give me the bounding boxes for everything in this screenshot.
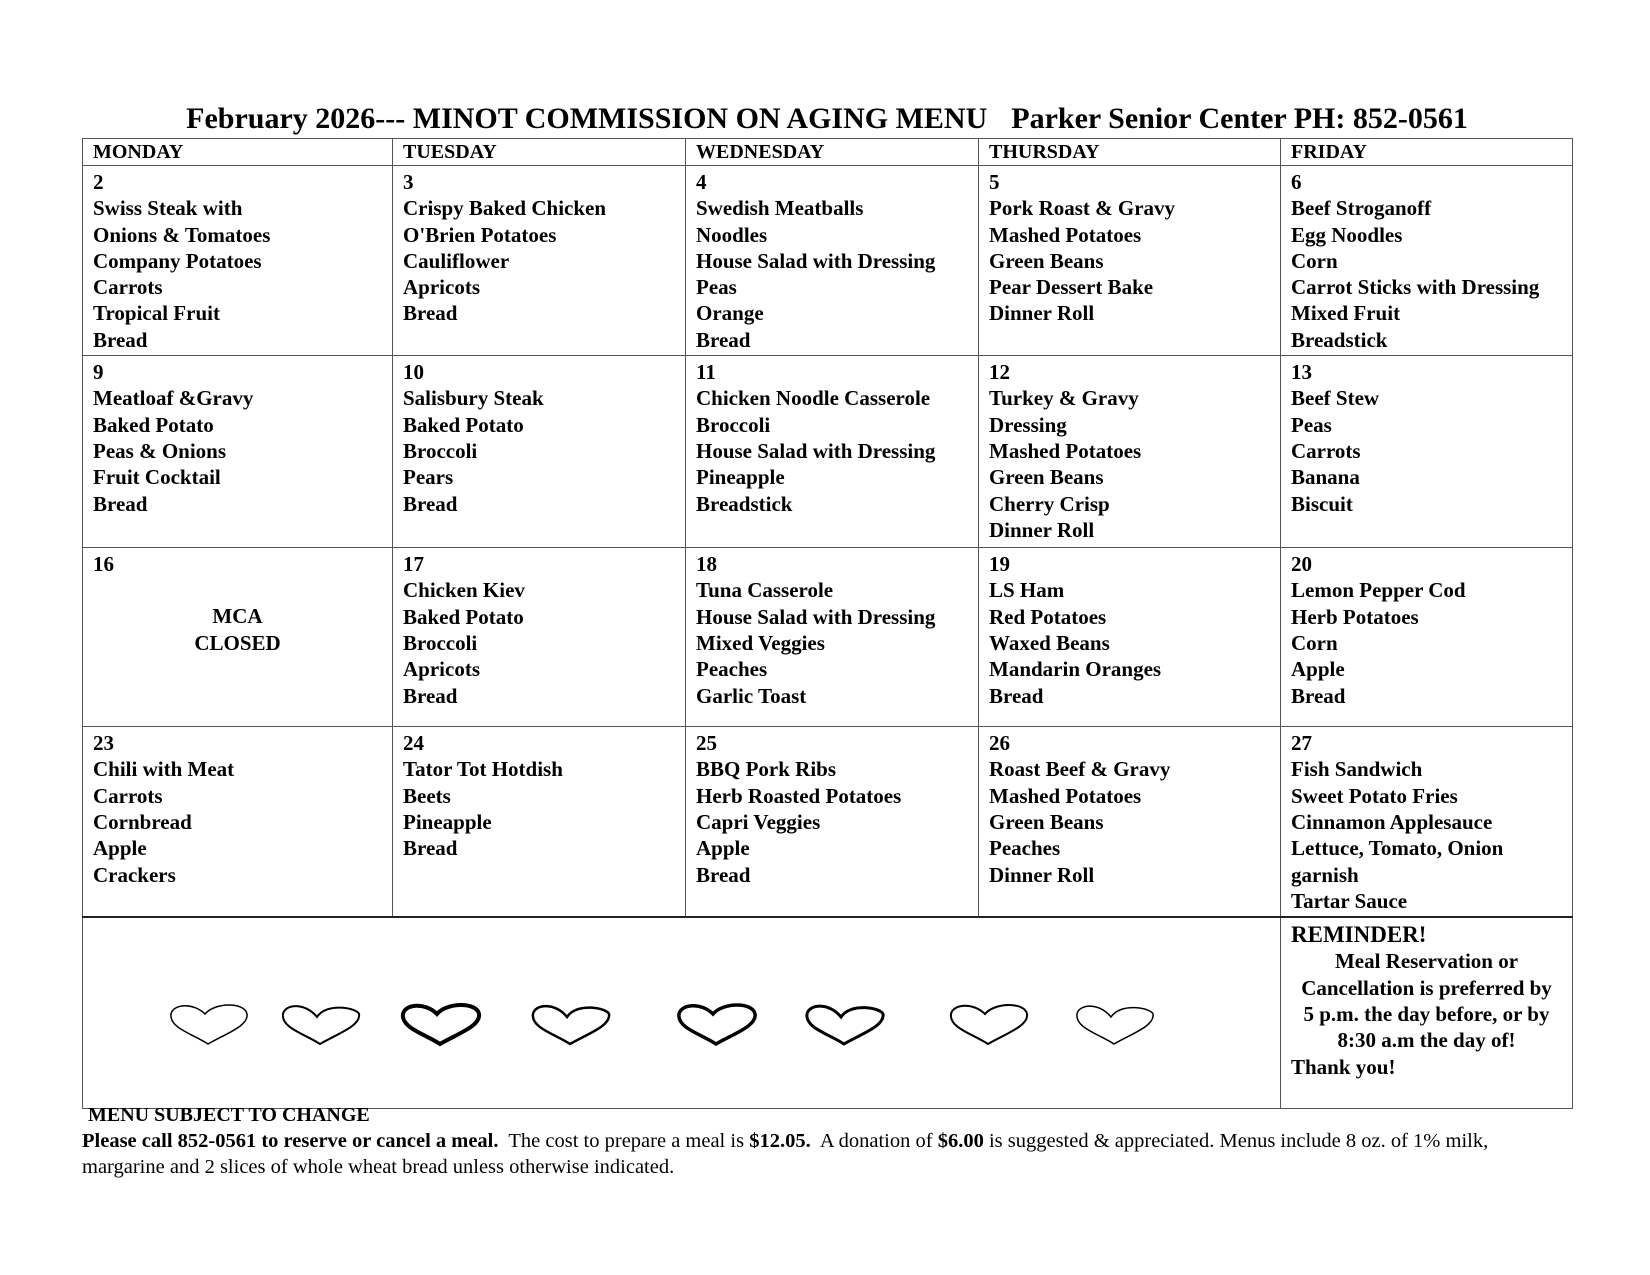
day-cell-thursday (979, 166, 1281, 356)
heart-icon (525, 1000, 615, 1050)
heart-icon (943, 1000, 1033, 1050)
donation-amount: $6.00 (937, 1130, 984, 1152)
reminder-body (1291, 948, 1562, 1053)
title-center: Parker Senior Center PH: 852-0561 (1011, 102, 1468, 135)
menu-item: Tropical Fruit (93, 301, 220, 326)
menu-item: Dressing (989, 412, 1067, 437)
day-number: 24 (403, 731, 424, 756)
menu-item: Waxed Beans (989, 630, 1110, 655)
menu-item: Dinner Roll (989, 862, 1095, 887)
menu-item: Mashed Potatoes (989, 438, 1142, 463)
day-cell-monday (83, 166, 393, 356)
menu-item: Herb Roasted Potatoes (696, 783, 902, 808)
day-number: 11 (696, 360, 716, 385)
menu-item: Bread (696, 327, 751, 352)
cost-text: The cost to prepare a meal is (508, 1130, 745, 1152)
day-cell-monday (83, 356, 393, 548)
menu-item: Noodles (696, 222, 768, 247)
menu-item: Green Beans (989, 809, 1104, 834)
menu-item: Chicken Noodle Casserole (696, 386, 931, 411)
day-cell-friday (1281, 727, 1573, 918)
menu-item: Carrots (93, 783, 163, 808)
title-main: February 2026--- MINOT COMMISSION ON AGING MENU (186, 102, 988, 135)
heart-icon (671, 1000, 761, 1050)
menu-item: Peaches (989, 836, 1061, 861)
day-number: 5 (989, 170, 1000, 194)
call-instruction: Please call 852-0561 to reserve or cancel a meal. (82, 1130, 499, 1152)
menu-item: Carrot Sticks with Dressing (1291, 275, 1540, 300)
day-cell-tuesday (393, 166, 686, 356)
menu-item: Bread (1291, 683, 1346, 708)
menu-item: Swedish Meatballs (696, 196, 864, 221)
day-cell-wednesday (686, 356, 979, 548)
menu-item: Broccoli (696, 412, 771, 437)
menu-item: Bread (93, 327, 148, 352)
heart-icon (163, 1000, 253, 1050)
day-number: 16 (93, 552, 114, 577)
menu-item: Chicken Kiev (403, 578, 525, 603)
day-header-thursday: THURSDAY (979, 139, 1281, 166)
day-cell-thursday (979, 356, 1281, 548)
day-cell-monday (83, 727, 393, 918)
menu-item: Bread (403, 683, 458, 708)
menu-item: House Salad with Dressing (696, 604, 936, 629)
menu-item: Cinnamon Applesauce (1291, 809, 1493, 834)
day-cell-wednesday (686, 548, 979, 727)
menu-subject-to-change: MENU SUBJECT TO CHANGE (88, 1104, 370, 1126)
donation-text: A donation of (819, 1130, 933, 1152)
menu-item: Bread (93, 491, 148, 516)
day-number: 27 (1291, 731, 1312, 756)
menu-item: Biscuit (1291, 491, 1353, 516)
menu-item: Pears (403, 465, 454, 490)
day-number: 10 (403, 360, 424, 385)
menu-item: Apple (696, 836, 750, 861)
menu-item: Peas (696, 275, 737, 300)
menu-item: Beef Stew (1291, 386, 1380, 411)
reminder-thanks: Thank you! (1291, 1054, 1396, 1079)
menu-item: Baked Potato (93, 412, 214, 437)
menu-item: Baked Potato (403, 412, 524, 437)
menu-item: Pineapple (696, 465, 785, 490)
menu-item: Baked Potato (403, 604, 524, 629)
closed-line: MCA (212, 604, 263, 629)
day-number: 18 (696, 552, 717, 577)
menu-item: Capri Veggies (696, 809, 821, 834)
menu-item: BBQ Pork Ribs (696, 757, 837, 782)
reminder-box (1281, 917, 1573, 1109)
week-row (83, 727, 1573, 918)
reminder-line: Cancellation is preferred by (1301, 975, 1552, 1000)
reminder-title: REMINDER! (1291, 922, 1427, 948)
day-number: 23 (93, 731, 114, 756)
day-header-monday: MONDAY (83, 139, 393, 166)
day-number: 6 (1291, 170, 1302, 194)
day-number: 19 (989, 552, 1010, 577)
menu-item: Roast Beef & Gravy (989, 757, 1171, 782)
day-number: 12 (989, 360, 1010, 385)
page-title (82, 98, 1572, 140)
day-cell-friday (1281, 356, 1573, 548)
menu-item: Peas (1291, 412, 1332, 437)
day-cell-thursday (979, 727, 1281, 918)
menu-item: Broccoli (403, 630, 478, 655)
day-number: 13 (1291, 360, 1312, 385)
day-number: 3 (403, 170, 414, 194)
day-cell-tuesday (393, 727, 686, 918)
donation-tail: is suggested & appreciated. Menus include 8 oz. of 1% milk, margarine and 2 slices of whole wheat bread unless otherwise indicated. (82, 1130, 1489, 1178)
menu-item: Tator Tot Hotdish (403, 757, 563, 782)
menu-item: Fruit Cocktail (93, 465, 221, 490)
reminder-line: Meal Reservation or (1334, 949, 1519, 974)
day-cell-tuesday (393, 548, 686, 727)
menu-item: Carrots (93, 275, 163, 300)
menu-item: Carrots (1291, 438, 1361, 463)
day-header-tuesday: TUESDAY (393, 139, 686, 166)
menu-item: Green Beans (989, 465, 1104, 490)
day-number: 9 (93, 360, 104, 385)
day-cell-friday (1281, 166, 1573, 356)
menu-item: Beef Stroganoff (1291, 196, 1432, 221)
menu-item: House Salad with Dressing (696, 248, 936, 273)
meal-cost: $12.05. (749, 1130, 811, 1152)
day-cell-wednesday (686, 727, 979, 918)
menu-item: Sweet Potato Fries (1291, 783, 1458, 808)
menu-item: Garlic Toast (696, 683, 807, 708)
menu-item: Corn (1291, 248, 1338, 273)
menu-item: Pork Roast & Gravy (989, 196, 1176, 221)
menu-item: Herb Potatoes (1291, 604, 1419, 629)
day-cell-thursday (979, 548, 1281, 727)
day-number: 25 (696, 731, 717, 756)
menu-item: Mixed Veggies (696, 630, 825, 655)
menu-item: Crackers (93, 862, 176, 887)
menu-item: Bread (403, 836, 458, 861)
menu-item: Dinner Roll (989, 301, 1095, 326)
heart-icon (275, 1000, 365, 1050)
menu-item: Peaches (696, 657, 768, 682)
day-number: 17 (403, 552, 424, 577)
closed-line: CLOSED (194, 630, 281, 655)
menu-item: Orange (696, 301, 764, 326)
menu-item: Mashed Potatoes (989, 783, 1142, 808)
week-row (83, 356, 1573, 548)
day-number: 20 (1291, 552, 1312, 577)
day-number: 4 (696, 170, 707, 194)
menu-item: Salisbury Steak (403, 386, 544, 411)
footer-note (82, 1128, 1572, 1180)
menu-item: Cauliflower (403, 248, 510, 273)
weeks-body (83, 166, 1573, 918)
menu-item: Onions & Tomatoes (93, 222, 271, 247)
menu-item: Cherry Crisp (989, 491, 1110, 516)
menu-item: Cornbread (93, 809, 192, 834)
menu-item: Apricots (403, 657, 480, 682)
menu-item: Mandarin Oranges (989, 657, 1162, 682)
menu-item: Apple (93, 836, 147, 861)
week-row (83, 166, 1573, 356)
day-number: 2 (93, 170, 104, 194)
menu-item: Meatloaf &Gravy (93, 386, 254, 411)
day-header-wednesday: WEDNESDAY (686, 139, 979, 166)
menu-calendar (82, 138, 1573, 1109)
heart-icon (799, 1000, 889, 1050)
menu-item: O'Brien Potatoes (403, 222, 557, 247)
day-cell-friday (1281, 548, 1573, 727)
menu-item: Dinner Roll (989, 517, 1095, 542)
menu-item: Peas & Onions (93, 438, 227, 463)
menu-item: Corn (1291, 630, 1338, 655)
menu-item: garnish (1291, 862, 1359, 887)
menu-item: Bread (403, 301, 458, 326)
menu-item: Tartar Sauce (1291, 888, 1408, 913)
menu-item: Pineapple (403, 809, 492, 834)
menu-item: Breadstick (1291, 327, 1388, 352)
menu-item: Tuna Casserole (696, 578, 834, 603)
week-row (83, 548, 1573, 727)
menu-item: Bread (403, 491, 458, 516)
menu-item: Swiss Steak with (93, 196, 243, 221)
menu-item: House Salad with Dressing (696, 438, 936, 463)
menu-item: Company Potatoes (93, 248, 262, 273)
menu-item: Green Beans (989, 248, 1104, 273)
heart-icon (395, 1000, 485, 1050)
hearts-area (83, 917, 1281, 1109)
menu-item: Broccoli (403, 438, 478, 463)
day-header-friday: FRIDAY (1281, 139, 1573, 166)
reminder-line: 8:30 a.m the day of! (1337, 1028, 1516, 1053)
menu-item: Bread (696, 862, 751, 887)
menu-item: Chili with Meat (93, 757, 235, 782)
menu-item: Lettuce, Tomato, Onion (1291, 836, 1504, 861)
day-cell-monday (83, 548, 393, 727)
menu-item: Beets (403, 783, 451, 808)
heart-icon (1069, 1000, 1159, 1050)
menu-item: LS Ham (989, 578, 1065, 603)
day-number: 26 (989, 731, 1010, 756)
reminder-line: 5 p.m. the day before, or by (1303, 1002, 1550, 1027)
menu-item: Red Potatoes (989, 604, 1107, 629)
menu-item: Apricots (403, 275, 480, 300)
menu-item: Fish Sandwich (1291, 757, 1423, 782)
menu-item: Mashed Potatoes (989, 222, 1142, 247)
weekday-header-row (83, 139, 1573, 166)
menu-item: Lemon Pepper Cod (1291, 578, 1466, 603)
menu-item: Turkey & Gravy (989, 386, 1139, 411)
day-cell-wednesday (686, 166, 979, 356)
menu-item: Crispy Baked Chicken (403, 196, 607, 221)
day-cell-tuesday (393, 356, 686, 548)
closed-notice (93, 603, 382, 656)
menu-item: Bread (989, 683, 1044, 708)
menu-item: Breadstick (696, 491, 793, 516)
menu-item: Pear Dessert Bake (989, 275, 1154, 300)
menu-item: Mixed Fruit (1291, 301, 1401, 326)
menu-item: Banana (1291, 465, 1360, 490)
footer-row (83, 917, 1573, 1109)
menu-item: Egg Noodles (1291, 222, 1403, 247)
menu-item: Apple (1291, 657, 1345, 682)
